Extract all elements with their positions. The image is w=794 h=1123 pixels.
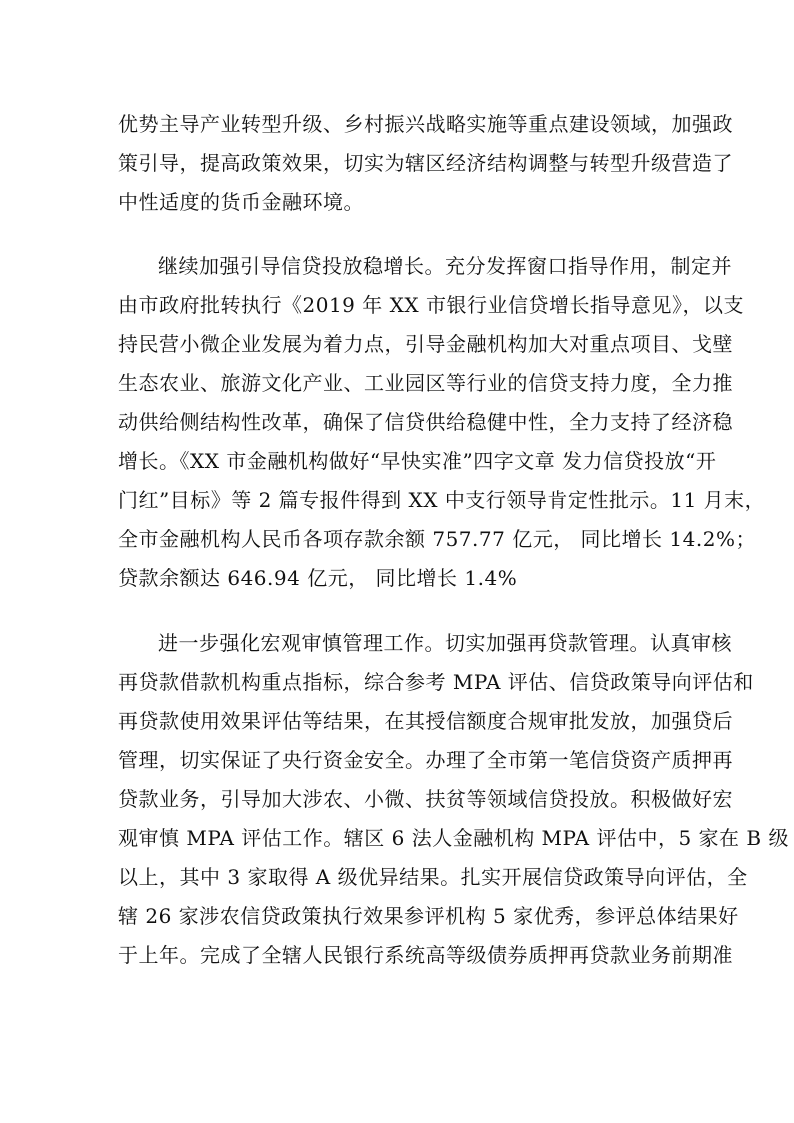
paragraph-3-line-8: 辖 26 家涉农信贷政策执行效果参评机构 5 家优秀，参评总体结果好 xyxy=(118,904,739,928)
paragraph-3-line-6: 观审慎 MPA 评估工作。辖区 6 法人金融机构 MPA 评估中，5 家在 B 级 xyxy=(118,826,789,850)
paragraph-2-line-8: 全市金融机构人民币各项存款余额 757.77 亿元， 同比增长 14.2%； xyxy=(118,527,756,551)
paragraph-2-line-1: 继续加强引导信贷投放稳增长。充分发挥窗口指导作用，制定并 xyxy=(158,254,732,278)
paragraph-2-line-4: 生态农业、旅游文化产业、工业园区等行业的信贷支持力度，全力推 xyxy=(118,371,733,395)
paragraph-1-line-2: 策引导，提高政策效果，切实为辖区经济结构调整与转型升级营造了 xyxy=(118,151,733,175)
paragraph-3-line-7: 以上，其中 3 家取得 A 级优异结果。扎实开展信贷政策导向评估，全 xyxy=(118,865,748,889)
paragraph-3-line-1: 进一步强化宏观审慎管理工作。切实加强再贷款管理。认真审核 xyxy=(158,631,732,655)
paragraph-3-line-2: 再贷款借款机构重点指标，综合参考 MPA 评估、信贷政策导向评估和 xyxy=(118,670,754,694)
paragraph-3-line-9: 于上年。完成了全辖人民银行系统高等级债券质押再贷款业务前期准 xyxy=(118,943,733,967)
paragraph-2-line-3: 持民营小微企业发展为着力点，引导金融机构加大对重点项目、戈壁 xyxy=(118,332,733,356)
paragraph-2-line-6: 增长。《XX 市金融机构做好“早快实准”四字文章 发力信贷投放“开 xyxy=(118,449,717,473)
paragraph-2-line-5: 动供给侧结构性改革，确保了信贷供给稳健中性，全力支持了经济稳 xyxy=(118,410,733,434)
paragraph-3-line-3: 再贷款使用效果评估等结果，在其授信额度合规审批发放，加强贷后 xyxy=(118,709,733,733)
paragraph-3-line-4: 管理，切实保证了央行资金安全。办理了全市第一笔信贷资产质押再 xyxy=(118,748,733,772)
paragraph-2-line-9: 贷款余额达 646.94 亿元， 同比增长 1.4% xyxy=(118,566,518,590)
paragraph-2-line-7: 门红”目标》等 2 篇专报件得到 XX 中支行领导肯定性批示。11 月末， xyxy=(118,488,766,512)
paragraph-3-line-5: 贷款业务，引导加大涉农、小微、扶贫等领域信贷投放。积极做好宏 xyxy=(118,787,733,811)
paragraph-1-line-1: 优势主导产业转型升级、乡村振兴战略实施等重点建设领域，加强政 xyxy=(118,112,733,136)
paragraph-1-line-3: 中性适度的货币金融环境。 xyxy=(118,190,364,214)
paragraph-2-line-2: 由市政府批转执行《2019 年 XX 市银行业信贷增长指导意见》，以支 xyxy=(118,293,744,317)
